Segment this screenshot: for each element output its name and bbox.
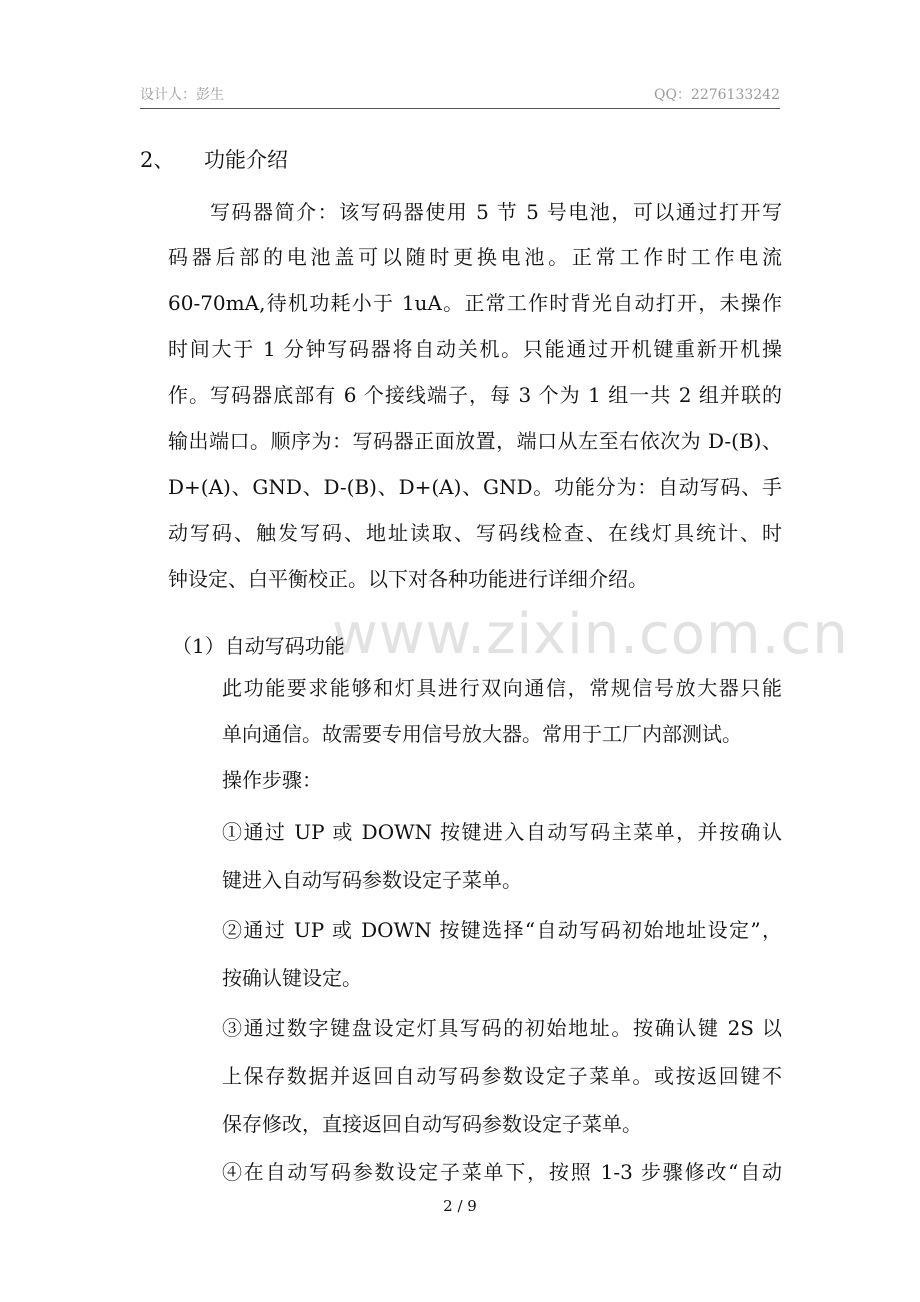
header-qq: QQ：2276133242	[653, 87, 780, 103]
detail-line: 此功能要求能够和灯具进行双向通信，常规信号放大器只能	[222, 676, 782, 700]
subsection-title: 自动写码功能	[224, 634, 345, 658]
intro-line: D+(A)、GND、D-(B)、D+(A)、GND。功能分为：自动写码、手	[168, 475, 782, 499]
detail-line: ②通过 UP 或 DOWN 按键选择“自动写码初始地址设定”，	[222, 918, 782, 942]
header-designer: 设计人：彭生	[140, 87, 224, 103]
page-number: 2 / 9	[443, 1197, 477, 1215]
detail-line: 保存修改，直接返回自动写码参数设定子菜单。	[222, 1112, 642, 1136]
subsection-heading	[172, 630, 345, 659]
subsection-number: （1）	[172, 634, 225, 658]
detail-line: ③通过数字键盘设定灯具写码的初始地址。按确认键 2S 以	[222, 1016, 782, 1040]
intro-line: 60-70mA,待机功耗小于 1uA。正常工作时背光自动打开，未操作	[168, 291, 782, 315]
detail-line: 按确认键设定。	[222, 966, 362, 990]
detail-line: 键进入自动写码参数设定子菜单。	[222, 868, 522, 892]
intro-line: 码器后部的电池盖可以随时更换电池。正常工作时工作电流	[168, 245, 782, 269]
detail-line: 单向通信。故需要专用信号放大器。常用于工厂内部测试。	[222, 722, 742, 746]
detail-line: 操作步骤：	[222, 768, 322, 792]
intro-line: 输出端口。顺序为：写码器正面放置，端口从左至右依次为 D-(B)、	[168, 429, 782, 453]
intro-line: 钟设定、白平衡校正。以下对各种功能进行详细介绍。	[168, 567, 648, 591]
intro-line: 作。写码器底部有 6 个接线端子，每 3 个为 1 组一共 2 组并联的	[168, 383, 782, 407]
detail-line: ④在自动写码参数设定子菜单下，按照 1-3 步骤修改“自动	[222, 1160, 782, 1184]
watermark: www.zixin.com.cn	[332, 602, 849, 667]
intro-line: 动写码、触发写码、地址读取、写码线检查、在线灯具统计、时	[168, 521, 782, 545]
detail-line: ①通过 UP 或 DOWN 按键进入自动写码主菜单，并按确认	[222, 820, 782, 844]
page-header	[140, 86, 780, 109]
intro-line: 时间大于 1 分钟写码器将自动关机。只能通过开机键重新开机操	[168, 337, 782, 361]
section-number: 2、	[140, 148, 175, 172]
detail-line: 上保存数据并返回自动写码参数设定子菜单。或按返回键不	[222, 1064, 782, 1088]
intro-line: 写码器简介：该写码器使用 5 节 5 号电池，可以通过打开写	[210, 200, 782, 224]
section-title: 功能介绍	[204, 148, 288, 172]
